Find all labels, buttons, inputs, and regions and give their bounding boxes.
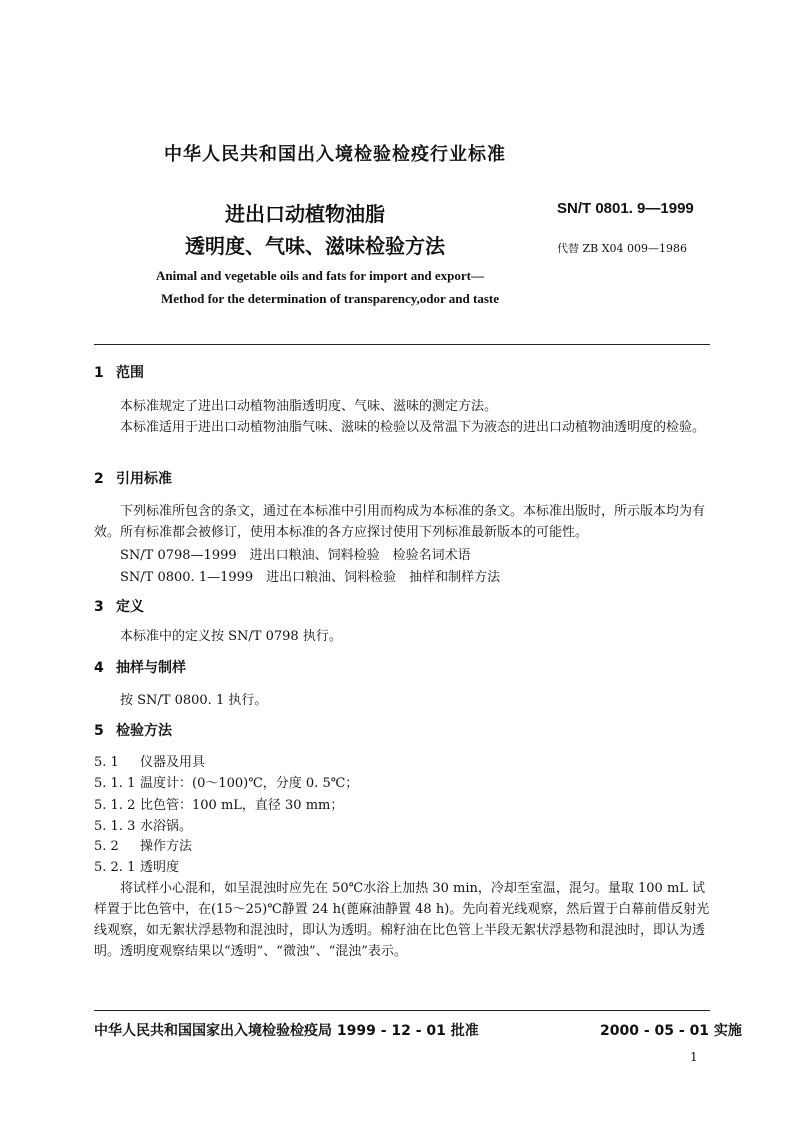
- section-1-paragraph-1: 本标准规定了进出口动植物油脂透明度、气味、滋味的测定方法。: [120, 399, 498, 414]
- section-title: 范围: [116, 365, 144, 381]
- subsection-5-2: [94, 835, 192, 854]
- subsection-number: 5. 1. 1: [94, 776, 136, 791]
- subsection-number: 5. 1: [94, 755, 119, 770]
- subsection-title: 仪器及用具: [140, 755, 206, 770]
- subsection-5-1-1: [94, 772, 358, 791]
- document-title-line1: 进出口动植物油脂: [225, 202, 385, 226]
- reference-standard-2: SN/T 0800. 1—1999 进出口粮油、饲料检验 抽样和制样方法: [120, 570, 501, 585]
- section-title: 检验方法: [116, 723, 172, 739]
- section-number: 5: [94, 723, 104, 739]
- section-title: 引用标准: [116, 471, 172, 487]
- document-title-line2: 透明度、气味、滋味检验方法: [185, 234, 445, 258]
- section-4-paragraph: 按 SN/T 0800. 1 执行。: [120, 693, 268, 708]
- section-number: 1: [94, 365, 104, 381]
- subsection-text: 比色管：100 mL，直径 30 mm；: [140, 798, 344, 813]
- effective-date: 2000 - 05 - 01 实施: [600, 1023, 742, 1039]
- standard-category-header: 中华人民共和国出入境检验检疫行业标准: [164, 144, 506, 165]
- subsection-text: 水浴锅。: [140, 819, 193, 834]
- section-title: 抽样与制样: [116, 660, 186, 676]
- section-3-paragraph: 本标准中的定义按 SN/T 0798 执行。: [120, 629, 342, 644]
- section-2-heading: [94, 468, 172, 488]
- section-number: 4: [94, 660, 104, 676]
- section-1-paragraph-2: 本标准适用于进出口动植物油脂气味、滋味的检验以及常温下为液态的进出口动植物油透明度的检验。: [120, 420, 706, 435]
- reference-standard-1: SN/T 0798—1999 进出口粮油、饲料检验 检验名词术语: [120, 548, 471, 563]
- section-5-heading: [94, 720, 172, 740]
- section-title: 定义: [116, 599, 144, 615]
- page-number: 1: [690, 1050, 698, 1064]
- section-2-paragraph: 下列标准所包含的条文，通过在本标准中引用而构成为本标准的条文。本标准出版时，所示版本均为有效。所有标准都会被修订，使用本标准的各方应探讨使用下列标准最新版本的可能性。: [94, 504, 706, 540]
- subsection-title: 透明度: [140, 860, 180, 875]
- standard-number: SN/T 0801. 9—1999: [557, 200, 694, 217]
- subsection-number: 5. 1. 2: [94, 798, 136, 813]
- section-number: 3: [94, 599, 104, 615]
- section-4-heading: [94, 657, 186, 677]
- english-title-line2: Method for the determination of transparency,odor and taste: [161, 291, 499, 306]
- english-title-line1: Animal and vegetable oils and fats for import and export—: [155, 268, 484, 283]
- section-3-heading: [94, 596, 144, 616]
- subsection-text: 温度计：(0～100)℃，分度 0. 5℃；: [140, 776, 359, 791]
- subsection-5-2-1: [94, 856, 179, 875]
- subsection-title: 操作方法: [140, 839, 193, 854]
- section-1-heading: [94, 362, 144, 382]
- subsection-number: 5. 2. 1: [94, 860, 136, 875]
- subsection-5-1-3: [94, 815, 192, 834]
- subsection-number: 5. 1. 3: [94, 819, 136, 834]
- section-number: 2: [94, 471, 104, 487]
- footer-divider: [94, 1010, 710, 1011]
- subsection-number: 5. 2: [94, 839, 119, 854]
- subsection-5-1: [94, 751, 205, 770]
- transparency-procedure-paragraph: 将试样小心混和，如呈混浊时应先在 50℃水浴上加热 30 min，冷却至室温，混匀。量取 100 mL 试样置于比色管中，在(15～25)℃静置 24 h(蓖麻油静置 48 h)。先向着光线观察，然后置于白幕前借反射光线观察，如无絮状浮悬物和混浊时，即认为透明。棉籽油在比色管上半段无絮状浮悬物和混浊时，即认为透明。透明度观察结果以“透明”、“微浊”、“混浊”表示。: [94, 881, 710, 959]
- subsection-5-1-2: [94, 794, 343, 813]
- approval-statement: 中华人民共和国国家出入境检验检疫局 1999 - 12 - 01 批准: [94, 1023, 479, 1039]
- replaces-standard: 代替 ZB X04 009—1986: [557, 242, 688, 255]
- header-divider: [94, 344, 710, 345]
